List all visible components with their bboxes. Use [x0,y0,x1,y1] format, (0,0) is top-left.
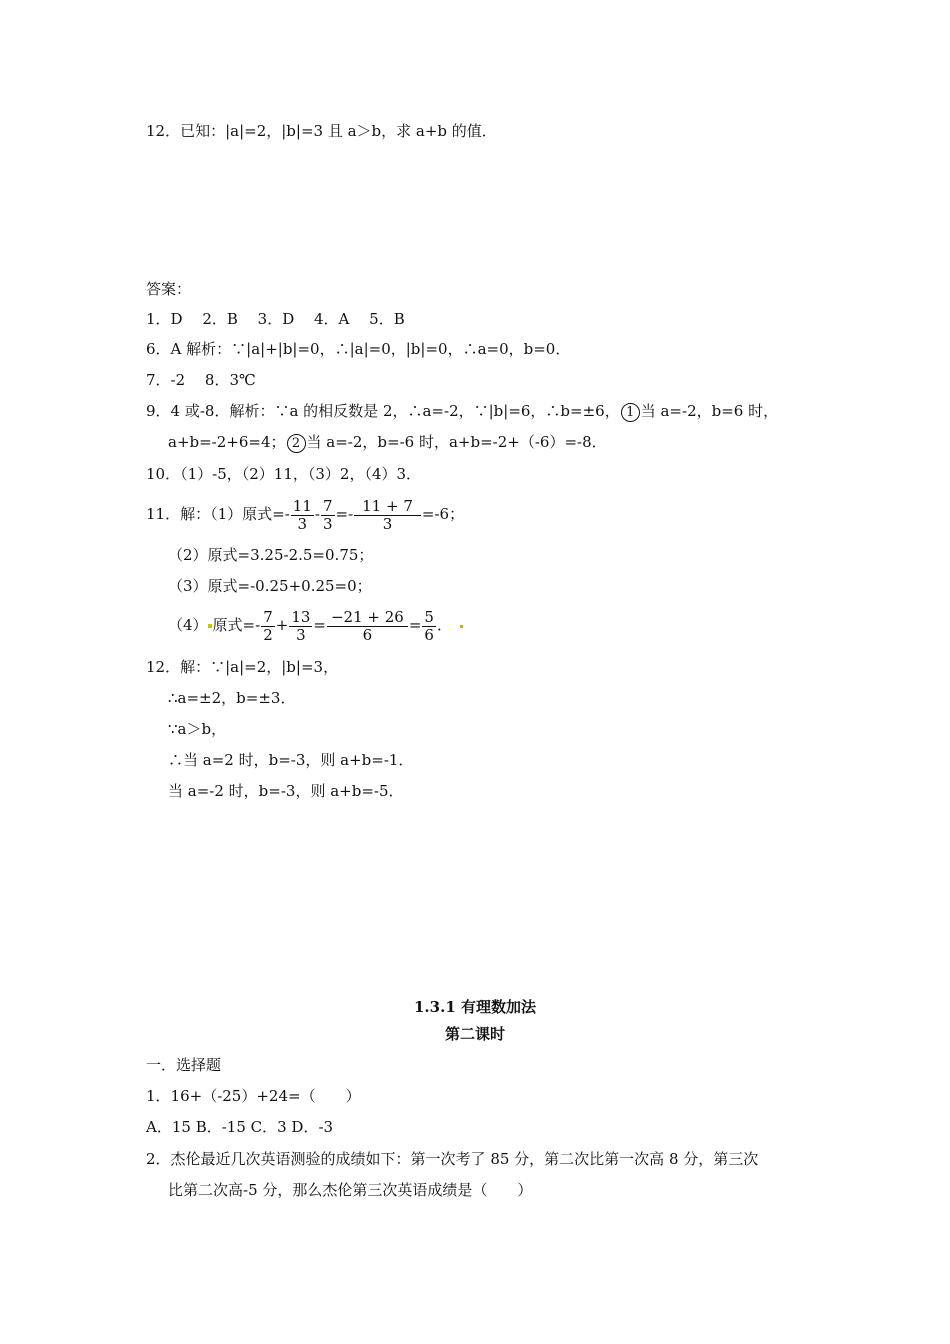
answer-9-line-2 [168,432,607,453]
section-title: 1.3.1 有理数加法 [414,998,536,1016]
highlight-mark [208,624,212,628]
circled-2: 2 [287,434,306,453]
circled-1: 1 [621,403,640,422]
answer-11-part-2: （2）原式=3.25-2.5=0.75； [168,546,374,564]
fraction-num: 7 [263,607,273,626]
minus-sign: - [314,505,320,523]
a11-p4-label: 原式=- [212,616,261,634]
question-2-line-2: 比第二次高-5 分，那么杰伦第三次英语成绩是（ ） [168,1181,533,1199]
period: ． [436,616,452,634]
fraction-7-2 [261,609,275,644]
question-1: 1．16+（-25）+24=（ ） [146,1087,361,1105]
answer-12-line-5: 当 a=-2 时，b=-3，则 a+b=-5． [168,782,404,800]
fraction-5-6-expanded [327,609,408,644]
fraction-18-3 [354,498,421,533]
part-heading: 一．选择题 [146,1056,222,1074]
answer-11-part-4 [168,603,463,647]
equals-sign: = [313,616,326,634]
answer-9-text-a: 9．4 或-8．解析：∵a 的相反数是 2，∴a=-2，∵|b|=6，∴b=±6， [146,402,620,420]
answer-9-text-d: 当 a=-2，b=-6 时，a+b=-2+（-6）=-8． [306,433,607,451]
equals-sign: = [408,616,422,634]
fraction-den: 3 [322,514,333,533]
equals-minus: =- [335,505,354,523]
fraction-num: −21 + 26 [327,609,408,627]
a11-p1-result: =-6； [421,505,465,523]
a11-p1-prefix: 11．解：（1）原式=- [146,505,290,523]
fraction-num: 5 [424,607,434,626]
answer-12-line-3: ∵a＞b， [168,720,227,738]
question-12: 12．已知：|a|=2，|b|=3 且 a＞b，求 a+b 的值． [146,122,497,140]
answer-6: 6．A 解析：∵|a|+|b|=0，∴|a|=0，|b|=0，∴a=0，b=0． [146,340,571,358]
fraction-num: 7 [322,496,333,515]
section-subtitle: 第二课时 [444,1025,505,1043]
question-1-options: A．15 B．-15 C．3 D．-3 [146,1118,334,1136]
answer-9-text-b: 当 a=-2，b=6 时， [640,402,779,420]
fraction-num: 11 + 7 [354,498,421,516]
answer-9-line-1 [146,401,778,422]
answer-1-5: 1．D 2．B 3．D 4．A 5．B [146,310,405,328]
fraction-den: 3 [382,514,393,533]
answer-11-part-1 [146,494,464,534]
question-2-line-1: 2．杰伦最近几次英语测验的成绩如下：第一次考了 85 分，第二次比第一次高 8 分，第三次 [146,1150,759,1168]
fraction-den: 6 [362,625,373,644]
fraction-den: 6 [424,625,434,644]
answer-12-line-2: ∴a=±2，b=±3． [168,689,296,707]
fraction-11-3 [291,498,314,533]
fraction-den: 3 [296,625,306,644]
answer-12-line-1: 12．解：∵|a|=2，|b|=3， [146,658,339,676]
a11-p4-prefix: （4） [168,616,208,634]
answers-title: 答案： [146,280,192,298]
fraction-num: 11 [292,496,312,515]
fraction-13-3 [289,609,312,644]
answer-11-part-3: （3）原式=-0.25+0.25=0； [168,577,372,595]
plus-sign: + [275,616,289,634]
answer-7-8: 7．-2 8．3℃ [146,371,256,389]
answer-10: 10．（1）-5，（2）11，（3）2，（4）3． [146,465,422,483]
fraction-den: 2 [263,625,273,644]
answer-12-line-4: ∴当 a=2 时，b=-3，则 a+b=-1． [168,751,414,769]
highlight-mark [460,625,463,628]
answer-9-text-c: a+b=-2+6=4； [168,433,286,451]
fraction-5-6 [422,609,436,644]
fraction-num: 13 [291,607,311,626]
fraction-7-3 [321,498,335,533]
fraction-den: 3 [297,514,308,533]
